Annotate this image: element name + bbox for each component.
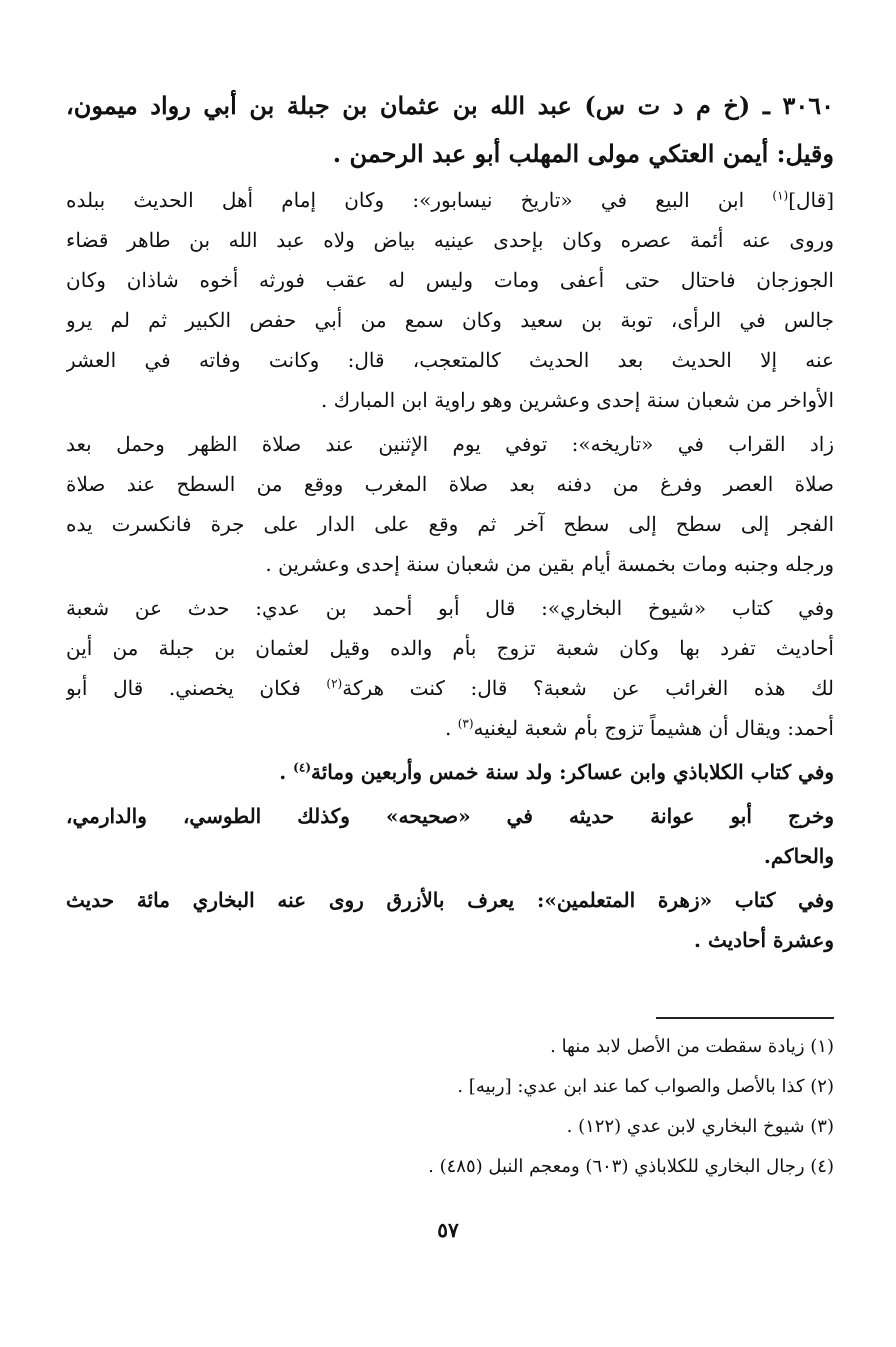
footnote-separator xyxy=(656,1017,834,1019)
text-line: عنه إلا الحديث بعد الحديث كالمتعجب، قال: وكانت وفاته في العشر xyxy=(66,348,834,372)
heading-line: وقيل: أيمن العتكي مولى المهلب أبو عبد الرحمن . xyxy=(332,139,834,168)
footnote-ref: (١) xyxy=(772,188,789,203)
footnote-ref: (٢) xyxy=(326,676,343,691)
text-line: أحاديث تفرد بها وكان شعبة تزوج بأم والده وقيل لعثمان بن جبلة من أين xyxy=(66,636,834,660)
text-line: وفي كتاب «زهرة المتعلمين»: يعرف بالأزرق روى عنه البخاري مائة حديث xyxy=(66,888,834,912)
text-line: الأواخر من شعبان سنة إحدى وعشرين وهو راوية ابن المبارك . xyxy=(320,388,834,412)
footnote-ref: (٤) xyxy=(293,760,311,775)
text-line: وعشرة أحاديث . xyxy=(694,928,834,952)
footnote-ref: (٣) xyxy=(457,716,474,731)
text-line: والحاكم. xyxy=(763,844,834,868)
text-line: لك هذه الغرائب عن شعبة؟ قال: كنت هركة$^{(٢)}$ فكان يخصني. قال أبو xyxy=(66,676,834,700)
main-text xyxy=(66,82,834,964)
text-line: وروى عنه أئمة عصره وكان بإحدى عينيه بياض ولاه عبد الله بن طاهر قضاء xyxy=(66,228,834,252)
text-line: زاد القراب في «تاريخه»: توفي يوم الإثنين عند صلاة الظهر وحمل بعد xyxy=(66,432,834,456)
footnote: (٣) شيوخ البخاري لابن عدي (١٢٢) . xyxy=(566,1116,834,1137)
text-line: الجوزجان فاحتال حتى أعفى ومات وليس له عقب فورثه أخوه شاذان وكان xyxy=(66,268,834,292)
footnote: (١) زيادة سقطت من الأصل لابد منها . xyxy=(550,1036,834,1057)
text-line: صلاة العصر وفرغ من دفنه بعد صلاة المغرب ووقع من السطح عند صلاة xyxy=(66,472,834,496)
footnote: (٢) كذا بالأصل والصواب كما عند ابن عدي: [ربيه] . xyxy=(457,1076,834,1097)
page-number: ٥٧ xyxy=(437,1218,459,1242)
text-line: [قال]$^{(١)}$ ابن البيع في «تاريخ نيسابور»: وكان إمام أهل الحديث ببلده xyxy=(66,188,834,212)
footnotes xyxy=(66,1027,834,1187)
paragraph-zahrat-almutaallimin xyxy=(66,880,834,960)
text-line: وخرج أبو عوانة حديثه في «صحيحه» وكذلك الطوسي، والدارمي، xyxy=(66,804,834,828)
text-line: الفجر إلى سطح إلى سطح آخر ثم وقع على الدار على جرة فانكسرت يده xyxy=(66,512,834,536)
paragraph-shuyukh-albukhari xyxy=(66,588,834,748)
paragraph-alqurrab xyxy=(66,424,834,584)
text-line: أحمد: ويقال أن هشيماً تزوج بأم شعبة ليغنيه$^{(٣)}$ . xyxy=(444,716,834,740)
entry-heading xyxy=(66,82,834,178)
text-line: ورجله وجنبه ومات بخمسة أيام بقين من شعبان سنة إحدى وعشرين . xyxy=(265,552,834,576)
footnote: (٤) رجال البخاري للكلاباذي (٦٠٣) ومعجم النبل (٤٨٥) . xyxy=(428,1156,834,1177)
paragraph-ibn-albayyi xyxy=(66,180,834,420)
text-line: جالس في الرأى، توبة بن سعيد وكان سمع من أبي حفص الكبير ثم لم يرو xyxy=(66,308,834,332)
paragraph-abu-awana xyxy=(66,796,834,876)
heading-line: ٣٠٦٠ ـ (خ م د ت س) عبد الله بن عثمان بن جبلة بن أبي رواد ميمون، xyxy=(66,91,834,120)
paragraph-kalabadhi xyxy=(66,752,834,792)
text-line: وفي كتاب الكلاباذي وابن عساكر: ولد سنة خمس وأربعين ومائة$^{(٤)}$ . xyxy=(279,760,834,784)
text-line: وفي كتاب «شيوخ البخاري»: قال أبو أحمد بن عدي: حدث عن شعبة xyxy=(66,596,834,620)
